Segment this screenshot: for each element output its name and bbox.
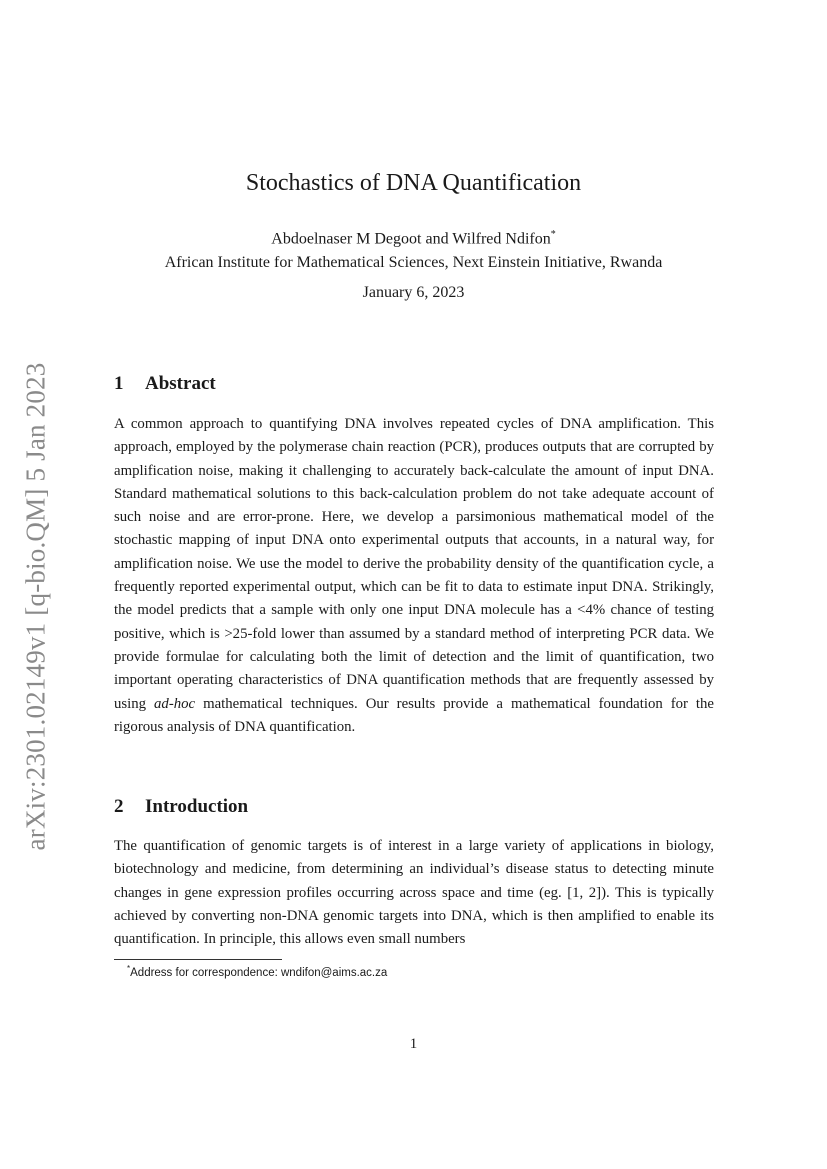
abstract-text-italic: ad-hoc — [154, 695, 196, 712]
author-footnote-mark: * — [550, 229, 556, 240]
abstract-section-title: Abstract — [145, 373, 216, 394]
affiliation: African Institute for Mathematical Sciences, Next Einstein Initiative, Rwanda — [164, 254, 663, 272]
paper-title: Stochastics of DNA Quantification — [245, 170, 582, 196]
abstract-text-end: mathematical techniques. Our results provide a mathematical foundation for the rigorous analysis of DNA quantification. — [114, 695, 714, 735]
footnote-mark: * — [127, 964, 131, 973]
abstract-paragraph — [114, 413, 714, 739]
footnote-divider — [114, 959, 282, 960]
introduction-heading — [114, 796, 248, 818]
abstract-section-number: 1 — [114, 373, 124, 394]
arxiv-identifier-text: arXiv:2301.02149v1 [q-bio.QM] 5 Jan 2023 — [20, 362, 51, 850]
introduction-section-number: 2 — [114, 796, 124, 817]
author-names: Abdoelnaser M Degoot and Wilfred Ndifon — [271, 230, 551, 248]
introduction-section-title: Introduction — [145, 796, 249, 817]
abstract-heading — [114, 373, 216, 395]
page-number: 1 — [409, 1036, 418, 1052]
footnote-text: Address for correspondence: wndifon@aims.ac.za — [130, 966, 388, 979]
abstract-text-main: A common approach to quantifying DNA involves repeated cycles of DNA amplification. This approach, employed by the polymerase chain reaction (PCR), produces outputs that are corrupted by amplification noise, making it challenging to accurately back-calculate the amount of input DNA. Standard mathematical solutions to this back-calculation problem do not take adequate account of such noise and are error-prone. Here, we develop a parsimonious mathematical model of the stochastic mapping of input DNA onto experimental outputs that accounts, in a natural way, for amplification noise. We use the model to derive the probability density of the quantification cycle, a frequently reported experimental output, which can be fit to data to estimate input DNA. Strikingly, the model predicts that a sample with only one input DNA molecule has a <4% chance of testing positive, which is >25-fold lower than assumed by a standard method of interpreting PCR data. We provide formulae for calculating both the limit of detection and the limit of quantification, two important operating characteristics of DNA quantification methods that are frequently assessed by using — [114, 416, 714, 712]
arxiv-identifier-stamp — [8, 352, 64, 860]
author-block — [0, 223, 827, 275]
introduction-paragraph: The quantification of genomic targets is of interest in a large variety of applications in biology, biotechnology and medicine, from determining an individual’s disease status to detecting minute changes in gene expression profiles occurring across space and time (eg. [1, 2]). This is typically achieved by converting non-DNA genomic targets into DNA, which is then amplified to enable its quantification. In principle, this allows even small numbers — [114, 838, 714, 948]
author-line — [0, 223, 827, 251]
correspondence-footnote — [127, 964, 387, 979]
paper-date: January 6, 2023 — [362, 284, 465, 301]
